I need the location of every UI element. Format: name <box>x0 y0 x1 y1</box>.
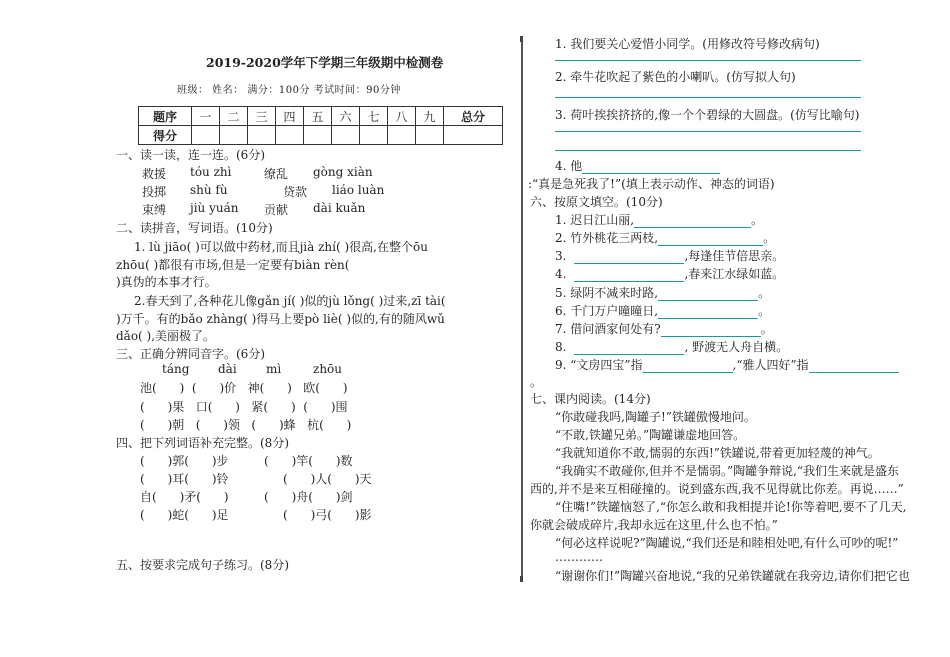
poem-item <box>555 229 775 246</box>
score-cell: 五 <box>304 107 332 126</box>
pinyin: dài kuǎn <box>313 201 366 215</box>
answer-blank[interactable] <box>634 213 751 228</box>
score-blank[interactable] <box>248 126 276 145</box>
score-cell: 八 <box>388 107 416 126</box>
score-blank[interactable] <box>276 126 304 145</box>
score-table <box>138 106 503 145</box>
poem-text: 。 <box>751 213 764 227</box>
answer-blank[interactable] <box>574 267 684 282</box>
score-cell: 三 <box>248 107 276 126</box>
answer-line[interactable] <box>555 97 861 98</box>
score-cell: 六 <box>332 107 360 126</box>
score-cell: 一 <box>192 107 220 126</box>
section-2-line: )真伪的本事才行。 <box>116 275 217 289</box>
pinyin: shù fù <box>190 183 228 197</box>
divider-mark <box>520 36 523 42</box>
word: 投掷 <box>142 185 167 199</box>
section-2-line: )万千。有的bǎo zhàng( )得马上要pò liè( )似的,有的随风wǔ <box>116 312 445 326</box>
score-blank[interactable] <box>304 126 332 145</box>
poem-text: 6. 千门万户曈曈日, <box>555 304 659 318</box>
idiom-blank: ( )人( )天 <box>283 472 372 486</box>
pinyin: gòng xiàn <box>313 165 373 179</box>
section-3-row: ( )果 口( ) 紧( ) ( )围 <box>140 400 348 414</box>
column-divider <box>521 36 523 582</box>
word: 贡献 <box>264 203 289 217</box>
word: 缭乱 <box>264 167 289 181</box>
page-title: 2019-2020学年下学期三年级期中检测卷 <box>206 55 444 70</box>
poem-item-9 <box>555 356 899 373</box>
answer-blank[interactable] <box>658 231 763 246</box>
answer-blank[interactable] <box>809 358 899 373</box>
pinyin: tóu zhì <box>190 165 232 179</box>
score-cell: 七 <box>360 107 388 126</box>
word: 束缚 <box>142 203 167 217</box>
score-blank[interactable] <box>444 126 503 145</box>
poem-text: 1. 迟日江山丽, <box>555 213 635 227</box>
word: 贷款 <box>283 185 308 199</box>
poem-text: 7. 借问酒家何处有? <box>555 322 661 336</box>
answer-blank[interactable] <box>574 340 684 355</box>
poem-text: 9. “文房四宝”指 <box>555 358 643 372</box>
poem-text: 5. 绿阴不减来时路, <box>555 286 659 300</box>
poem-item <box>555 211 763 228</box>
answer-blank[interactable] <box>661 322 761 337</box>
pinyin: zhōu <box>313 362 343 376</box>
exam-meta: 班级： 姓名： 满分：100分 考试时间：90分钟 <box>177 85 401 96</box>
pinyin: jiù yuán <box>190 201 239 215</box>
section-2-line: 2.春天到了,各种花儿像gǎn jí( )似的jù lǒng( )过来,zī tài( <box>134 294 446 308</box>
reading-line: “不敢,铁罐兄弟。”陶罐谦虚地回答。 <box>555 428 746 442</box>
question-5-3: 3. 荷叶挨挨挤挤的,像一个个碧绿的大圆盘。(仿写比喻句) <box>555 108 860 122</box>
idiom-blank: ( )郭( )步 <box>140 454 229 468</box>
score-blank[interactable] <box>388 126 416 145</box>
question-5-4 <box>555 157 720 174</box>
question-5-1: 1. 我们要关心爱惜小同学。(用修改符号修改病句) <box>555 37 820 51</box>
pinyin: liáo luàn <box>332 183 385 197</box>
score-label: 得分 <box>139 126 192 145</box>
section-4-heading: 四、把下列词语补充完整。(8分) <box>116 436 289 450</box>
poem-text: ,春来江水绿如蓝。 <box>684 267 785 281</box>
question-5-2: 2. 牵牛花吹起了紫色的小喇叭。(仿写拟人句) <box>555 70 796 84</box>
poem-text: 。 <box>760 322 773 336</box>
score-cell: 题序 <box>139 107 192 126</box>
section-3-heading: 三、正确分辨同音字。(6分) <box>116 347 265 361</box>
idiom-blank: ( )蛇( )足 <box>140 508 229 522</box>
poem-item <box>555 284 770 301</box>
section-2-line: dǎo( ),美丽极了。 <box>116 329 216 343</box>
answer-blank[interactable] <box>658 286 758 301</box>
question-5-4-tail: :“真是急死我了!”(填上表示动作、神态的词语) <box>528 177 775 191</box>
poem-text: ,每逢佳节倍思亲。 <box>684 249 785 263</box>
poem-text: 。 <box>758 286 771 300</box>
answer-blank[interactable] <box>658 304 758 319</box>
idiom-blank: 自( )矛( ) <box>140 490 229 504</box>
poem-text: , 野渡无人舟自横。 <box>684 340 789 354</box>
reading-line: “你敢碰我吗,陶罐子!”铁罐傲慢地问。 <box>555 410 756 424</box>
question-5-4-prefix: 4. 他 <box>555 159 583 173</box>
score-cell: 四 <box>276 107 304 126</box>
poem-text: 8. <box>555 340 567 354</box>
section-2-line: zhōu( )都很有市场,但是一定要有biàn rèn( <box>116 258 350 272</box>
answer-blank[interactable] <box>582 159 720 174</box>
reading-line: “何必这样说呢?”陶罐说,“我们还是和睦相处吧,有什么可吵的呢!” <box>555 536 899 550</box>
idiom-blank: ( )耳( )铃 <box>140 472 229 486</box>
score-blank[interactable] <box>360 126 388 145</box>
poem-item-9-end: 。 <box>530 375 543 389</box>
poem-text: 。 <box>758 304 771 318</box>
score-cell: 总分 <box>444 107 503 126</box>
poem-text: 2. 竹外桃花三两枝, <box>555 231 659 245</box>
poem-text: 3. <box>555 249 567 263</box>
pinyin: táng <box>162 362 190 376</box>
reading-line: “我就知道你不敢,懦弱的东西!”铁罐说,带着更加轻蔑的神气。 <box>555 446 880 460</box>
idiom-blank: ( )弓( )影 <box>283 508 372 522</box>
answer-blank[interactable] <box>643 358 733 373</box>
poem-item <box>555 338 788 355</box>
section-6-heading: 六、按原文填空。(10分) <box>530 195 663 209</box>
reading-line: 西的,并不是来互相碰撞的。说到盛东西,我不见得就比你差。再说……” <box>530 482 904 496</box>
section-1-heading: 一、读一读，连一连。(6分) <box>116 148 265 162</box>
score-blank[interactable] <box>416 126 444 145</box>
section-5-heading: 五、按要求完成句子练习。(8分) <box>116 558 289 572</box>
score-cell: 二 <box>220 107 248 126</box>
divider-mark <box>520 576 523 582</box>
poem-item <box>555 247 784 264</box>
section-2-line: 1. lù jiāo( )可以做中药材,而且jià zhí( )很高,在整个ōu <box>134 240 428 254</box>
reading-line: “住嘴!”铁罐恼怒了,“你怎么敢和我相提并论!你等着吧,要不了几天, <box>555 500 907 514</box>
score-cell: 九 <box>416 107 444 126</box>
answer-blank[interactable] <box>574 249 684 264</box>
pinyin: mì <box>266 362 282 376</box>
section-3-row: ( )朝 ( )领 ( )蜂 杭( ) <box>140 418 352 432</box>
pinyin: dài <box>218 362 237 376</box>
score-table-score-row <box>139 126 503 145</box>
section-2-heading: 二、读拼音，写词语。(10分) <box>116 221 273 235</box>
score-blank[interactable] <box>192 126 220 145</box>
reading-line: 你就会破成碎片,我却永远在这里,什么也不怕。” <box>530 518 778 532</box>
score-blank[interactable] <box>220 126 248 145</box>
answer-line[interactable] <box>555 60 861 61</box>
poem-item <box>555 265 784 282</box>
poem-item <box>555 302 770 319</box>
score-table-header-row <box>139 107 503 126</box>
poem-text: 4. <box>555 267 567 281</box>
reading-line: “我确实不敢碰你,但并不是懦弱。”陶罐争辩说,“我们生来就是盛东 <box>555 464 900 478</box>
answer-line[interactable] <box>555 131 861 132</box>
poem-text: 。 <box>763 231 776 245</box>
reading-ellipsis: ………… <box>555 550 603 564</box>
poem-item <box>555 320 773 337</box>
reading-line: “谢谢你们!”陶罐兴奋地说,“我的兄弟铁罐就在我旁边,请你们把它也 <box>555 569 910 583</box>
section-3-row: 池( ) ( )价 神( ) 欧( ) <box>140 381 348 395</box>
idiom-blank: ( )竿( )数 <box>264 454 353 468</box>
score-blank[interactable] <box>332 126 360 145</box>
poem-text: ,“雅人四好”指 <box>732 358 809 372</box>
idiom-blank: ( )舟( )剑 <box>264 490 353 504</box>
section-7-heading: 七、课内阅读。(14分) <box>530 392 651 406</box>
word: 救援 <box>142 167 167 181</box>
answer-line[interactable] <box>555 150 861 151</box>
